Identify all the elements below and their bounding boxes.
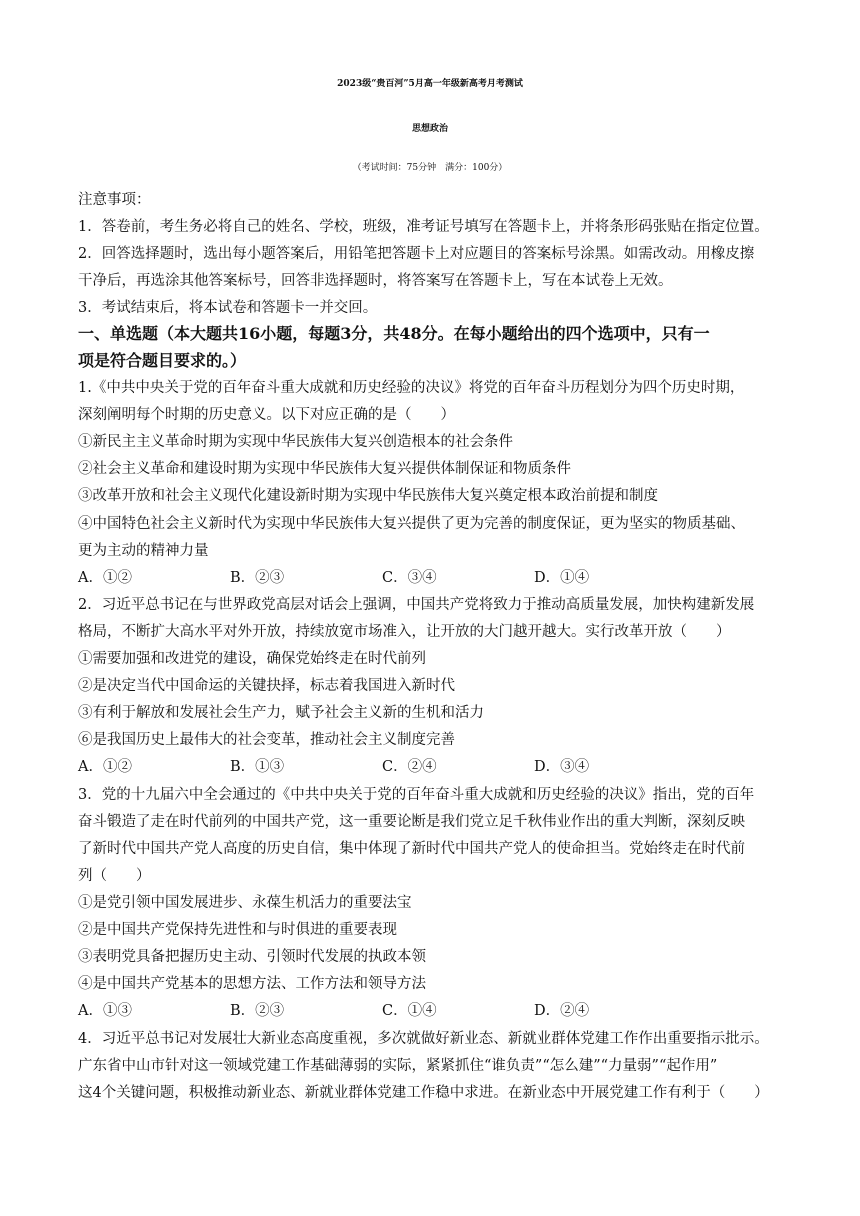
option-a[interactable]: A．①② (78, 570, 132, 586)
option-b[interactable]: B．②③ (230, 1003, 285, 1019)
option-a[interactable]: A．①② (78, 759, 132, 775)
question-2-line: 格局，不断扩大高水平对外开放，持续放宽市场准入，让开放的大门越开越大。实行改革开放（ ） (78, 624, 731, 640)
question-2-line: 2．习近平总书记在与世界政党高层对话会上强调，中国共产党将致力于推动高质量发展，加快构建新发展 (78, 597, 755, 613)
question-2-line: ①需要加强和改进党的建设，确保党始终走在时代前列 (78, 651, 426, 667)
question-2-line: ③有利于解放和发展社会生产力，赋予社会主义新的生机和活力 (78, 705, 484, 721)
option-d[interactable]: D．①④ (534, 570, 590, 586)
option-c[interactable]: C．①④ (382, 1003, 437, 1019)
option-c[interactable]: C．③④ (382, 570, 437, 586)
question-2-line: ⑥是我国历史上最伟大的社会变革，推动社会主义制度完善 (78, 732, 455, 748)
notice-line: 干净后，再选涂其他答案标号，回答非选择题时，将答案写在答题卡上，写在本试卷上无效。 (78, 273, 673, 289)
question-1-line: ③改革开放和社会主义现代化建设新时期为实现中华民族伟大复兴奠定根本政治前提和制度 (78, 488, 658, 504)
question-4-line: 这4个关键问题，积极推动新业态、新就业群体党建工作稳中求进。在新业态中开展党建工作有利于（ ） (78, 1085, 769, 1101)
exam-info: （考试时间：75分钟 满分：100分） (352, 163, 508, 173)
section-heading: 一、单选题（本大题共16小题，每题3分，共48分。在每小题给出的四个选项中，只有一 (78, 324, 710, 343)
question-3-line: ④是中国共产党基本的思想方法、工作方法和领导方法 (78, 976, 426, 992)
notice-line: 3．考试结束后，将本试卷和答题卡一并交回。 (78, 300, 378, 316)
section-heading: 项是符合题目要求的。） (78, 351, 247, 370)
option-d[interactable]: D．③④ (534, 759, 590, 775)
notice-line: 2．回答选择题时，选出每小题答案后，用铅笔把答题卡上对应题目的答案标号涂黑。如需改动。用橡皮擦 (78, 246, 755, 262)
option-b[interactable]: B．②③ (230, 570, 285, 586)
question-1-line: 深刻阐明每个时期的历史意义。以下对应正确的是（ ） (78, 407, 455, 423)
question-3-line: 3．党的十九届六中全会通过的《中共中央关于党的百年奋斗重大成就和历史经验的决议》指出，党的百年 (78, 787, 755, 803)
question-1-line: ②社会主义革命和建设时期为实现中华民族伟大复兴提供体制保证和物质条件 (78, 461, 571, 477)
question-3-line: ②是中国共产党保持先进性和与时俱进的重要表现 (78, 922, 397, 938)
option-b[interactable]: B．①③ (230, 759, 285, 775)
subject-title: 思想政治 (411, 124, 448, 134)
question-3-line: ③表明党具备把握历史主动、引领时代发展的执政本领 (78, 949, 426, 965)
question-1-line: 1.《中共中央关于党的百年奋斗重大成就和历史经验的决议》将党的百年奋斗历程划分为四个历史时期， (78, 380, 745, 396)
question-1-line: ①新民主主义革命时期为实现中华民族伟大复兴创造根本的社会条件 (78, 434, 513, 450)
question-3-line: 了新时代中国共产党人高度的历史自信，集中体现了新时代中国共产党人的使命担当。党始终走在时代前 (78, 841, 745, 857)
option-a[interactable]: A．①③ (78, 1003, 132, 1019)
question-3-line: 奋斗锻造了走在时代前列的中国共产党，这一重要论断是我们党立足千秋伟业作出的重大判断，深刻反映 (78, 814, 745, 830)
notice-line: 1．答卷前，考生务必将自己的姓名、学校，班级，准考证号填写在答题卡上，并将条形码张贴在指定位置。 (78, 219, 769, 235)
option-c[interactable]: C．②④ (382, 759, 437, 775)
question-3-line: 列（ ） (78, 868, 151, 884)
question-1-line: ④中国特色社会主义新时代为实现中华民族伟大复兴提供了更为完善的制度保证，更为坚实的物质基础、 (78, 516, 745, 532)
question-4-line: 广东省中山市针对这一领域党建工作基础薄弱的实际，紧紧抓住“谁负责”“怎么建”“力量弱”“起作用” (78, 1058, 718, 1074)
option-d[interactable]: D．②④ (534, 1003, 590, 1019)
question-1-line: 更为主动的精神力量 (78, 543, 209, 559)
question-4-line: 4．习近平总书记对发展壮大新业态高度重视，多次就做好新业态、新就业群体党建工作作出重要指示批示。 (78, 1031, 769, 1047)
notice-heading: 注意事项： (78, 192, 151, 208)
question-2-line: ②是决定当代中国命运的关键抉择，标志着我国进入新时代 (78, 678, 455, 694)
question-3-line: ①是党引领中国发展进步、永葆生机活力的重要法宝 (78, 895, 412, 911)
exam-title: 2023级“贵百河”5月高一年级新高考月考测试 (337, 79, 523, 89)
